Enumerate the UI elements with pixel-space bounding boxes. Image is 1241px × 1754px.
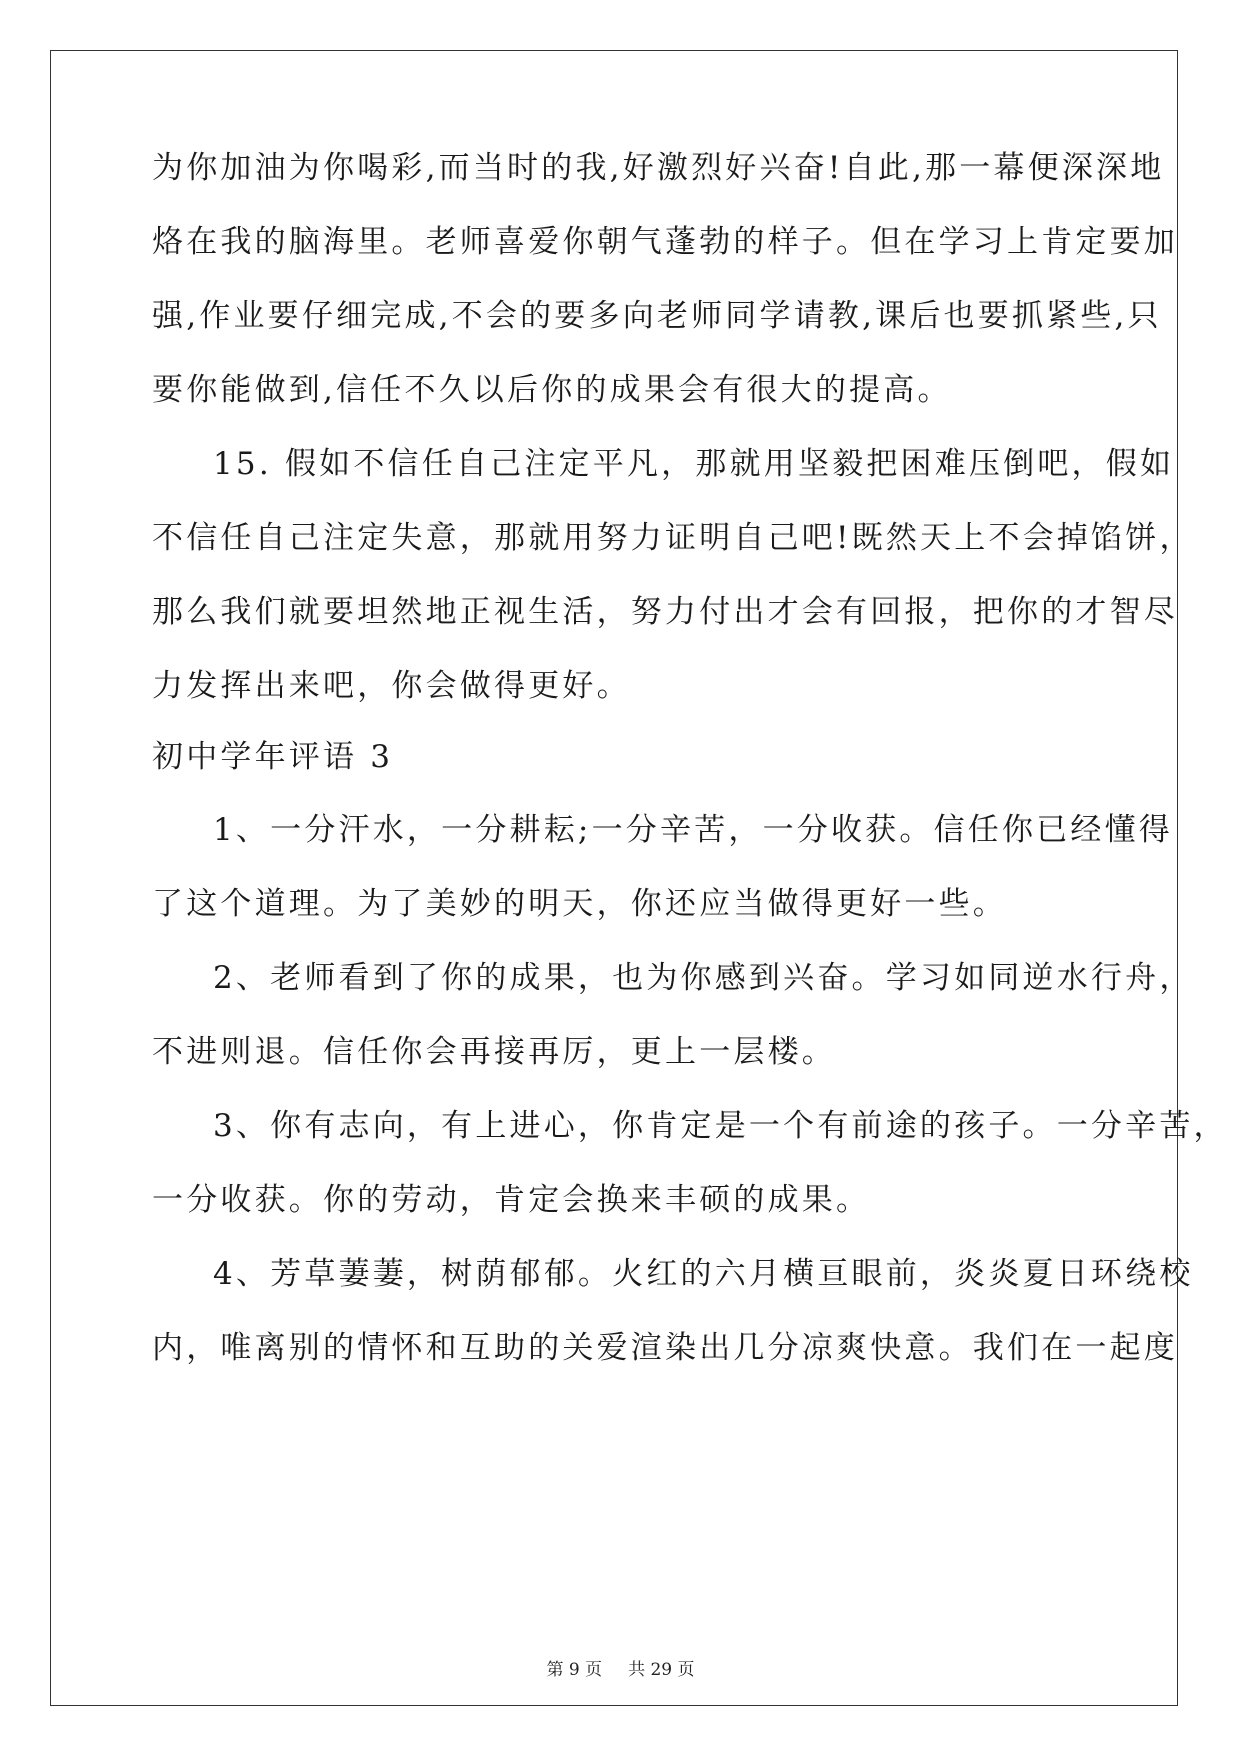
text-line-10: 1、一分汗水，一分耕耘;一分辛苦，一分收获。信任你已经懂得 (213, 812, 1173, 848)
page-number: 第 9 页 (546, 1660, 603, 1680)
text-line-1: 为你加油为你喝彩,而当时的我,好激烈好兴奋!自此,那一幕便深深地 (152, 150, 1165, 186)
text-line-14: 3、你有志向，有上进心，你肯定是一个有前途的孩子。一分辛苦， (213, 1108, 1228, 1144)
section-heading: 初中学年评语 3 (152, 739, 394, 775)
text-line-17: 内，唯离别的情怀和互助的关爱渲染出几分凉爽快意。我们在一起度 (152, 1330, 1178, 1366)
text-line-16: 4、芳草萋萋，树荫郁郁。火红的六月横亘眼前，炎炎夏日环绕校 (213, 1256, 1194, 1292)
text-line-11: 了这个道理。为了美妙的明天，你还应当做得更好一些。 (152, 886, 1007, 922)
text-line-6: 不信任自己注定失意，那就用努力证明自己吧!既然天上不会掉馅饼， (152, 520, 1194, 556)
page-footer (0, 1658, 1241, 1682)
text-line-15: 一分收获。你的劳动，肯定会换来丰硕的成果。 (152, 1182, 871, 1218)
text-line-13: 不进则退。信任你会再接再厉，更上一层楼。 (152, 1034, 836, 1070)
text-line-2: 烙在我的脑海里。老师喜爱你朝气蓬勃的样子。但在学习上肯定要加 (152, 224, 1178, 260)
page-total: 共 29 页 (628, 1660, 695, 1680)
text-line-3: 强,作业要仔细完成,不会的要多向老师同学请教,课后也要抓紧些,只 (152, 298, 1162, 334)
text-line-12: 2、老师看到了你的成果，也为你感到兴奋。学习如同逆水行舟， (213, 960, 1194, 996)
text-line-4: 要你能做到,信任不久以后你的成果会有很大的提高。 (152, 372, 952, 408)
text-line-8: 力发挥出来吧，你会做得更好。 (152, 668, 631, 704)
text-line-5: 15. 假如不信任自己注定平凡，那就用坚毅把困难压倒吧，假如 (213, 446, 1175, 482)
text-line-7: 那么我们就要坦然地正视生活，努力付出才会有回报，把你的才智尽 (152, 594, 1178, 630)
